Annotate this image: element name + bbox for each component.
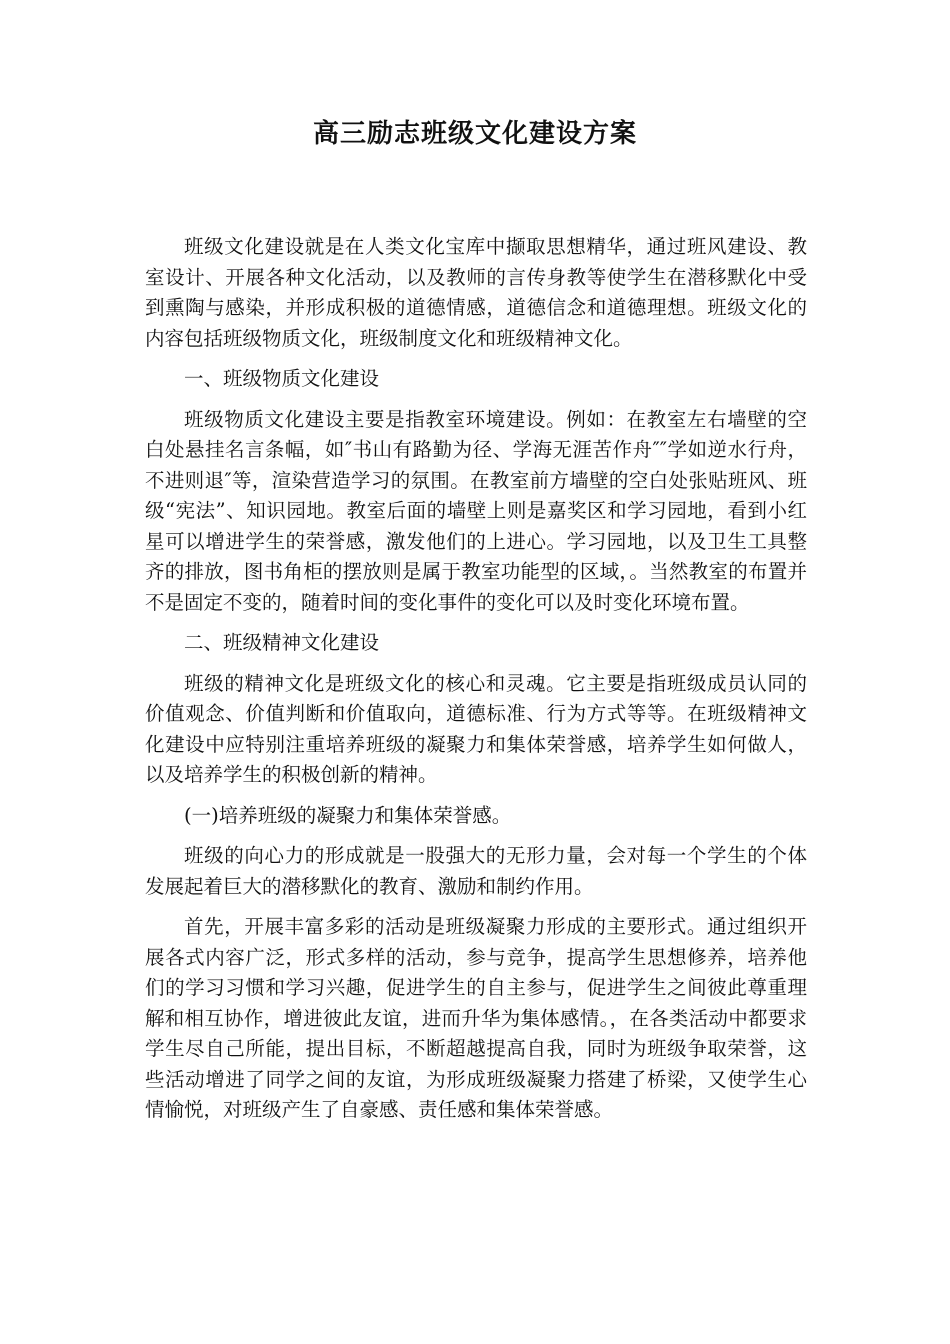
material-culture-paragraph: 班级物质文化建设主要是指教室环境建设。例如：在教室左右墙壁的空白处悬挂名言条幅，如″书山有路勤为径、学海无涯苦作舟″″学如逆水行舟，不进则退″等，渲染营造学习的氛围。在教室前方墙壁的空白处张贴班风、班级“宪法”、知识园地。教室后面的墙壁上则是嘉奖区和学习园地，看到小红星可以增进学生的荣誉感，激发他们的上进心。学习园地，以及卫生工具整齐的排放，图书角柜的摆放则是属于教室功能型的区域，。当然教室的布置并不是固定不变的，随着时间的变化事件的变化可以及时变化环境布置。 bbox=[145, 407, 807, 614]
document-body bbox=[145, 232, 807, 1136]
section-heading-spiritual-culture: 二、班级精神文化建设 bbox=[184, 631, 380, 654]
intro-paragraph: 班级文化建设就是在人类文化宝库中撷取思想精华，通过班风建设、教室设计、开展各种文化活动，以及教师的言传身教等使学生在潜移默化中受到熏陶与感染，并形成积极的道德情感，道德信念和道德理想。班级文化的内容包括班级物质文化，班级制度文化和班级精神文化。 bbox=[145, 235, 807, 350]
spiritual-culture-paragraph: 班级的精神文化是班级文化的核心和灵魂。它主要是指班级成员认同的价值观念、价值判断和价值取向，道德标准、行为方式等等。在班级精神文化建设中应特别注重培养班级的凝聚力和集体荣誉感，培养学生如何做人，以及培养学生的积极创新的精神。 bbox=[145, 671, 807, 786]
subsection-heading-cohesion: (一)培养班级的凝聚力和集体荣誉感。 bbox=[184, 803, 512, 827]
cohesion-paragraph: 班级的向心力的形成就是一股强大的无形力量，会对每一个学生的个体发展起着巨大的潜移默化的教育、激励和制约作用。 bbox=[145, 844, 807, 898]
document-title: 高三励志班级文化建设方案 bbox=[312, 119, 637, 149]
section-heading-material-culture: 一、班级物质文化建设 bbox=[184, 367, 380, 390]
activities-paragraph: 首先，开展丰富多彩的活动是班级凝聚力形成的主要形式。通过组织开展各式内容广泛，形式多样的活动，参与竞争，提高学生思想修养，培养他们的学习习惯和学习兴趣，促进学生的自主参与，促进学生之间彼此尊重理解和相互协作，增进彼此友谊，进而升华为集体感情。，在各类活动中都要求学生尽自己所能，提出目标，不断超越提高自我，同时为班级争取荣誉，这些活动增进了同学之间的友谊，为形成班级凝聚力搭建了桥梁，又使学生心情愉悦，对班级产生了自豪感、责任感和集体荣誉感。 bbox=[145, 915, 807, 1121]
